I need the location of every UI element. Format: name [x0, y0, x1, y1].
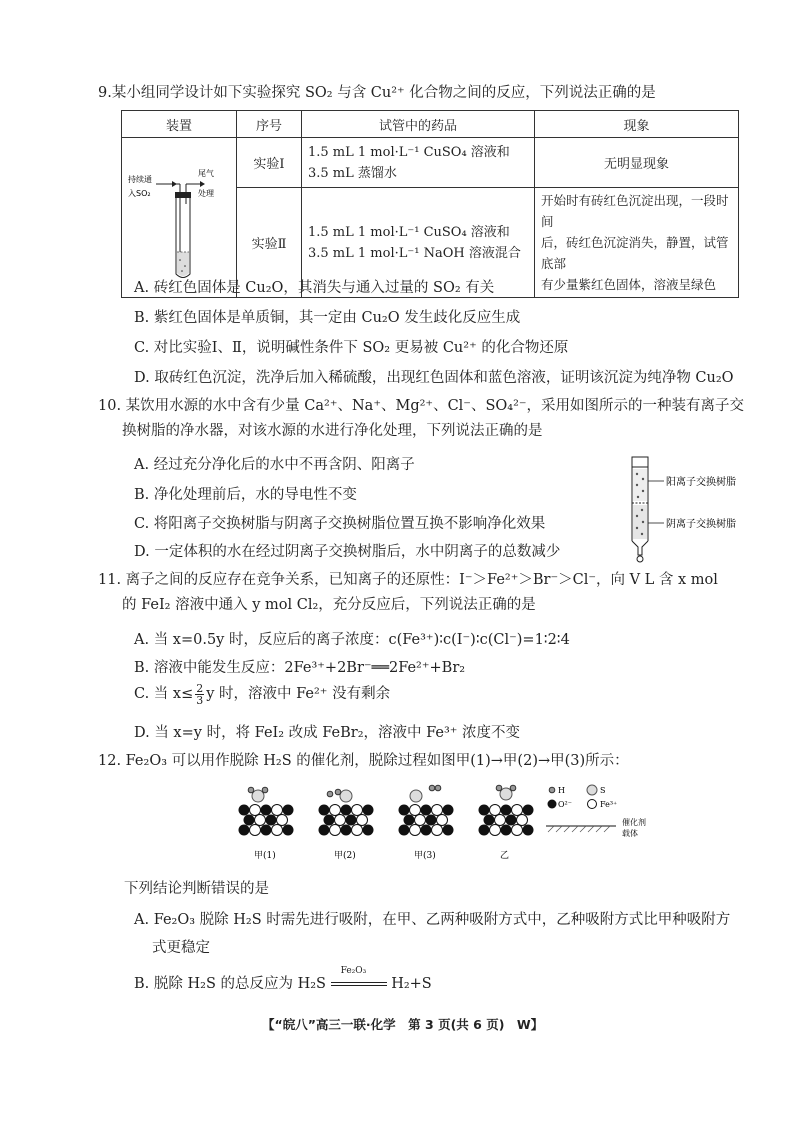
- caption-yi: 乙: [500, 851, 510, 861]
- panel-jia-3: [399, 785, 454, 861]
- fraction-numerator: 2: [196, 681, 204, 695]
- q9-option-d: D. 取砖红色沉淀，洗净后加入稀硫酸，出现红色固体和蓝色溶液，证明该沉淀为纯净物 Cu₂O: [134, 370, 734, 386]
- cation-resin-label: 阳离子交换树脂: [666, 477, 736, 488]
- legend-o: O²⁻: [558, 800, 572, 809]
- panel-jia-1: [239, 787, 294, 861]
- panel-yi: [479, 785, 534, 861]
- table-header: 现象: [535, 111, 739, 138]
- panel-jia-2: [319, 789, 374, 861]
- q9-option-b: B. 紫红色固体是单质铜，其一定由 Cu₂O 发生歧化反应生成: [134, 310, 521, 326]
- caption-jia-2: 甲(2): [334, 851, 356, 861]
- q10-option-d: D. 一定体积的水在经过阴离子交换树脂后，水中阴离子的总数减少: [134, 544, 561, 560]
- q9-option-c: C. 对比实验Ⅰ、Ⅱ，说明碱性条件下 SO₂ 更易被 Cu²⁺ 的化合物还原: [134, 340, 569, 356]
- exp-id: 实验Ⅰ: [237, 138, 302, 188]
- catalyst-adsorption-diagram: [230, 780, 670, 862]
- exp-phenomenon: 无明显现象: [535, 138, 739, 188]
- q11-option-a: A. 当 x=0.5y 时，反应后的离子浓度：c(Fe³⁺)∶c(I⁻)∶c(Cl⁻)=1∶2∶4: [134, 632, 570, 648]
- fraction: [195, 683, 204, 706]
- legend-fe: Fe³⁺: [600, 800, 618, 809]
- apparatus-label-left-2: 入SO₂: [128, 188, 151, 198]
- q9-number: 9.: [98, 85, 112, 101]
- apparatus-cell: [122, 138, 237, 298]
- exp-phenomenon-line: 有少量紫红色固体，溶液呈绿色: [541, 277, 717, 292]
- exp-phenomenon-line: 开始时有砖红色沉淀出现，一段时间: [541, 193, 729, 229]
- q10-option-c: C. 将阳离子交换树脂与阴离子交换树脂位置互换不影响净化效果: [134, 516, 546, 532]
- page-footer: 【“皖八”高三一联·化学 第 3 页(共 6 页) W】: [262, 1017, 544, 1032]
- q9-option-a: A. 砖红色固体是 Cu₂O，其消失与通入过量的 SO₂ 有关: [134, 280, 495, 296]
- q12-option-b: [134, 966, 432, 993]
- caption-jia-3: 甲(3): [414, 851, 436, 861]
- legend-s: S: [600, 786, 606, 795]
- catalyst-label: Fe₂O₃: [340, 966, 367, 976]
- q11-option-c-prefix: C. 当 x≤: [134, 686, 194, 702]
- q12-option-a-line1: A. Fe₂O₃ 脱除 H₂S 时需先进行吸附，在甲、乙两种吸附方式中，乙种吸附方式比甲种吸附方: [134, 912, 731, 928]
- q11-option-c-suffix: y 时，溶液中 Fe²⁺ 没有剩余: [206, 686, 391, 702]
- table-header: 序号: [237, 111, 302, 138]
- apparatus-label-right-1: 尾气: [198, 168, 214, 178]
- table-header: 装置: [122, 111, 237, 138]
- exp-id: 实验Ⅱ: [237, 188, 302, 298]
- anion-resin-label: 阴离子交换树脂: [666, 519, 736, 530]
- ion-exchange-purifier-diagram: [620, 455, 770, 563]
- q12-option-b-suffix: H₂+S: [391, 976, 432, 992]
- q12-option-a-line2: 式更稳定: [152, 940, 210, 956]
- q11-stem-line1: 11. 离子之间的反应存在竞争关系，已知离子的还原性：I⁻＞Fe²⁺＞Br⁻＞Cl⁻，向 V L 含 x mol: [98, 572, 718, 588]
- legend-support-1: 催化剂: [622, 818, 646, 827]
- apparatus-label-right-2: 处理: [198, 188, 214, 198]
- q10-stem-line2: 换树脂的净水器，对该水源的水进行净化处理，下列说法正确的是: [122, 423, 543, 439]
- exp-reagent-line: 3.5 mL 蒸馏水: [308, 165, 397, 181]
- caption-jia-1: 甲(1): [254, 851, 276, 861]
- diagram-legend: [546, 785, 646, 838]
- exp-reagent: [302, 138, 535, 188]
- q11-option-d: D. 当 x=y 时，将 FeI₂ 改成 FeBr₂，溶液中 Fe³⁺ 浓度不变: [134, 725, 521, 741]
- q9-experiment-table: [121, 110, 739, 298]
- double-line: [331, 982, 387, 986]
- q11-option-c: [134, 682, 390, 706]
- reaction-arrow: [331, 966, 387, 991]
- table-row: [122, 138, 739, 188]
- q12-option-b-prefix: B. 脱除 H₂S 的总反应为 H₂S: [134, 976, 326, 992]
- legend-support-2: 载体: [622, 829, 638, 838]
- q10-stem-line1: 10. 某饮用水源的水中含有少量 Ca²⁺、Na⁺、Mg²⁺、Cl⁻、SO₄²⁻，采用如图所示的一种装有离子交: [98, 398, 745, 414]
- apparatus-label-left-1: 持续通: [128, 174, 152, 184]
- q10-option-a: A. 经过充分净化后的水中不再含阴、阳离子: [134, 457, 415, 473]
- apparatus-diagram: [122, 154, 236, 282]
- q11-option-b: B. 溶液中能发生反应：2Fe³⁺+2Br⁻══2Fe²⁺+Br₂: [134, 660, 466, 676]
- exp-phenomenon: [535, 188, 739, 298]
- table-header-row: [122, 111, 739, 138]
- fraction-denominator: 3: [196, 693, 204, 707]
- q11-stem-line2: 的 FeI₂ 溶液中通入 y mol Cl₂，充分反应后，下列说法正确的是: [122, 597, 536, 613]
- q9-stem-text: 某小组同学设计如下实验探究 SO₂ 与含 Cu²⁺ 化合物之间的反应，下列说法正确的是: [111, 85, 656, 101]
- q12-stem: 12. Fe₂O₃ 可以用作脱除 H₂S 的催化剂，脱除过程如图甲(1)→甲(2)→甲(3)所示：: [98, 753, 629, 769]
- exp-phenomenon-line: 后，砖红色沉淀消失，静置，试管底部: [541, 235, 729, 271]
- q9-stem: [98, 82, 656, 104]
- exp-reagent-line: 1.5 mL 1 mol·L⁻¹ CuSO₄ 溶液和: [308, 224, 510, 240]
- legend-h: H: [558, 786, 565, 795]
- q12-sub-stem: 下列结论判断错误的是: [124, 881, 269, 897]
- exp-reagent-line: 1.5 mL 1 mol·L⁻¹ CuSO₄ 溶液和: [308, 144, 510, 160]
- table-header: 试管中的药品: [302, 111, 535, 138]
- exp-reagent-line: 3.5 mL 1 mol·L⁻¹ NaOH 溶液混合: [308, 245, 521, 261]
- q10-option-b: B. 净化处理前后，水的导电性不变: [134, 487, 357, 503]
